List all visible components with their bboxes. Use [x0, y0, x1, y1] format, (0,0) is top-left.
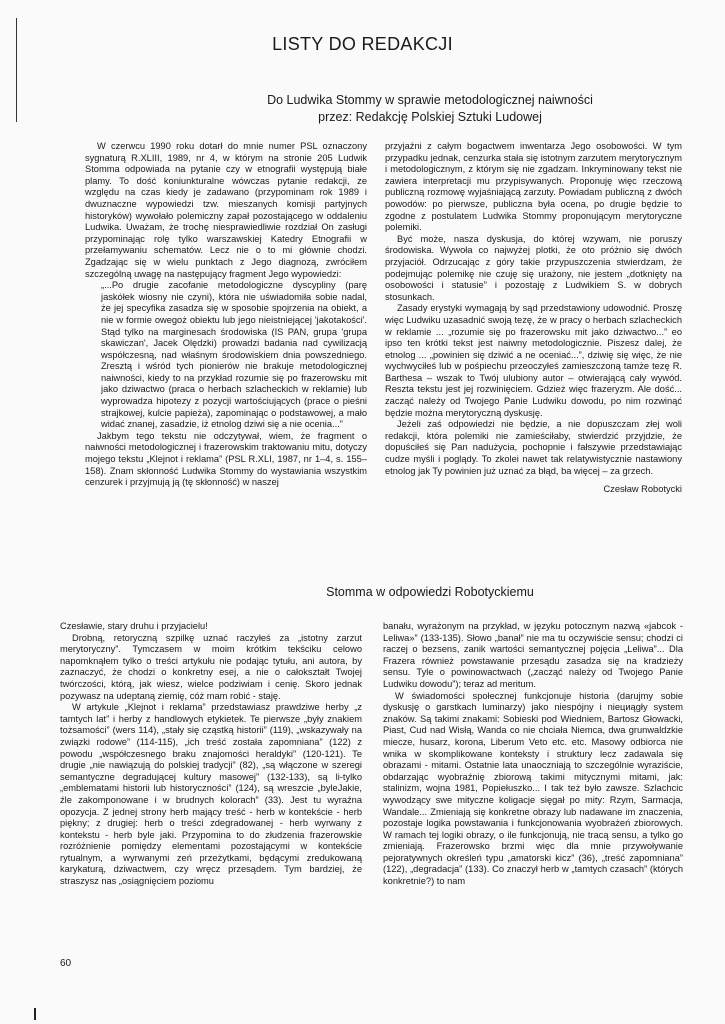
signature: Czesław Robotycki — [603, 484, 682, 495]
margin-mark — [34, 1008, 36, 1020]
paragraph: przyjaźni z całym bogactwem inwentarza Jego osobowości. W tym przypadku jednak, cenzurka stała się istotnym zarzutem merytorycznym i metodologicznym, z którym się nie zgadzam. Inkryminowany tekst nie zawiera interpretacji mu przypisywanych. Proponuję więc rzeczową publiczną rozmowę wyjaśniającą zarzuty. Powiadam publiczną z dwóch powodów: po pierwsze, publiczna była ocena, po drugie będzie to zgodne z postulatem Ludwika Stommy proponującym merytoryczne polemiki. — [385, 141, 682, 233]
letter-heading-line-2: przez: Redakcję Polskiej Sztuki Ludowej — [318, 110, 542, 124]
paragraph: Jeżeli zaś odpowiedzi nie będzie, a nie dopuszczam złej woli redakcji, która polemiki nie zamieściłaby, stwierdzić przyjdzie, że dopuściłeś się Pan nadużycia, pochopnie i fałszywie przedstawiając cudze myśli i poglądy. To zkolei nawet tak relatywistycznie nastawiony etnolog jak Ty powinien już uznać za błąd, ba więcej – za grzech. — [385, 419, 682, 476]
paragraph: W świadomości społecznej funkcjonuje historia (darujmy sobie dyskusję o garstkach luminarzy) jako niespójny i niециągły system znaków. Są takimi znakami: Sobieski pod Wiedniem, Bartosz Głowacki, Piast, Cud nad Wisłą, Wanda co nie chciała Niemca, dwa grunwaldzkie miecze, husarz, korona, Liberum Veto etc. etc. Masowy odbiorca nie wnika w skomplikowane konteksty i struktury lecz zadawala się obrazami - mitami. Ostatnie lata unaoczniają to szczególnie wyraziście, obdarzając wyobraźnię zbiorową takimi mitycznymi mitami, jak: stalinizm, wojna 1981, Popiełuszko... I tak też było zawsze. Szlachcic wywodzący swe mityczne koligacje sięgał po mity: Rzym, Sarmacja, Wandale... Zmieniają się konkretne obrazy lub nadawane im znaczenia, pozostaje logika powstawania i funkcjonowania wyobrażeń zbiorowych. W ramach tej logiki obrazy, o ile funkcjonują, nie tracą sensu, a tylko go zmieniają. Frazerowsko brzmi więc dla mnie przywoływanie pejoratywnych określeń typu „amatorski kicz” (36), „treść zapomniana” (122), „degradacja” (133). Co znaczył herb w „tamtych czasach” (których konkretnie?) to nam — [383, 690, 683, 887]
reply-heading: Stomma w odpowiedzi Robotyckiemu — [326, 585, 534, 599]
letter-heading — [150, 92, 710, 126]
paragraph: banału, wyrażonym na przykład, w języku potocznym nazwą «jabcok - Leliwa»” (133-135). Słowo „banał” nie ma tu oczywiście sensu; chodzi ci raczej o bezsens, zanik wartości semantycznej pojęcia „Leliwa”... Dla Frazera również powstawanie przesądu zasadza się na kradzieży sensu. Tyle o powinowactwach („zacząć należy od Twojego Panie Ludwiku dowodu”); teraz ad meritum. — [383, 621, 683, 689]
block-quote: „...Po drugie zacofanie metodologiczne dyscypliny (parę jaskółek wiosny nie czyni), która nie uświadomiła sobie nadal, że jej specyfika zasadza się w sposobie spojrzenia na obiekt, a nie w formie owegoż obiektu lub jego nieistniejącej 'jakotakości'. Stąd tylko na marginesach środowiska (IS PAN, grupa 'grupa skawiczan', Jacek Olędzki) prowadzi badania nad cywilizacją współczesną, nad właśnym środowiskiem dnia powszedniego. Zresztą i wśród tych pionierów nie brakuje metodologicznej naiwności, kiedy to na przykład rozumie się po frazerowsku mit jako dziwactwo (praca o herbach szlacheckich w reklamie) lub wyprowadza hipotezy z pozycji wartościujących (prace o pieśni strajkowej, kulcie papieża), zapominając o podstawowej, a mało widać znanej, zasadzie, iż etnolog dziwi się a nie ocenia...” — [101, 280, 367, 430]
paragraph: Zasady erystyki wymagają by sąd przedstawiony udowodnić. Proszę więc Ludwiku uzasadnić swoją tezę, że w pracy o herbach szlacheckich w reklamie ... „rozumie się po frazerowsku mit jako dziwactwo...” eo ipso ten krótki tekst jest naiwny metodologicznie. Piszesz dalej, że etnolog ... „powinien się dziwić a ne oceniać...”, dziwię się więc, że nie wychwyciłeś lub w pośpiechu przeoczyłeś zamieszczoną tamże tezę R. Barthesa – wszak to Twój ulubiony autor – otwierającą cały wywód. Reszta tekstu jest jej rozwinięciem. Gdzież więc frazeryzm. Ale dość... zacząć należy od Twojego Panie Ludwiku dowodu, po nim rozwinąć będzie można merytoryczną dyskusję. — [385, 303, 682, 418]
salutation: Czesławie, stary druhu i przyjacielu! — [60, 621, 208, 631]
paragraph: Jakbym tego tekstu nie odczytywał, wiem, że fragment o naiwności metodologicznej i frazerowskim traktowaniu mitu, dotyczy mojego tekstu „Klejnot i reklama” (PSL R.XLI, 1987, nr 1–4, s. 155–158). Znam skłonność Ludwika Stommy do wystawiania wszystkim cenzurek i przyjmują ją (tę skłonność) w naszej — [85, 430, 367, 488]
paragraph: Być może, nasza dyskusja, do której wzywam, nie poruszy środowiska. Wywoła co najwyżej plotki, że oto próżnio się dwóch przyjaciół. Odrzucając z góry takie przypuszczenia stwierdzam, że podejmując polemikę nie czuję się urażony, nie jestem „dotknięty na osobowości i statusie” i pozostaję z Ludwikiem S. w dobrych stosunkach. — [385, 233, 682, 302]
letter2-column-right — [383, 621, 683, 888]
paragraph: Drobną, retoryczną szpilkę uznać raczyłeś za „istotny zarzut merytoryczny”. Tymczasem w moim krótkim tekściku celowo napomknąłem tylko o treści artykułu nie podając tytułu, ani autora, by zaznaczyć, że chodzi o konkretny esej, a nie o całokształt Twojej twórczości, którą, jak wiesz, wielce podziwiam i cenię. Skoro jednak pozywasz na udeptaną ziemię, cóż mam robić - staję. — [60, 632, 362, 701]
letter1-column-right — [385, 141, 682, 496]
letter-heading-line-1: Do Ludwika Stommy w sprawie metodologicznej naiwności — [267, 93, 593, 107]
page-number: 60 — [60, 958, 72, 969]
page-title: LISTY DO REDAKCJI — [272, 34, 453, 54]
letter2-column-left — [60, 621, 362, 888]
letter1-column-left — [85, 141, 367, 489]
paragraph: W czerwcu 1990 roku dotarł do mnie numer PSL oznaczony sygnaturą R.XLIII, 1989, nr 4, w którym na stronie 205 Ludwik Stomma odpowiada na pytanie czy w etnografii występują białe plamy. To dość koniunkturalne wówczas pytanie redakcji, ze względu na czas kiedy je zadawano (przypominam rok 1989 i dwuznaczne wypowiedzi tzw. mieszanych komisji partyjnych historyków) wywołało polemiczny zapał pozostającego w oddaleniu Ludwika. Uważam, że trochę niesprawiedliwie rozdział On zasługi przypominając rolę tylko warszawskiej Katedry Etnografii w przełamywaniu schematów. Lecz nie o to mi głównie chodzi. Zgadzając się w wielu punktach z Jego diagnozą, zwróciłem szczególną uwagę na następujący fragment Jego wypowiedzi: — [85, 141, 367, 279]
paragraph: W artykule „Klejnot i reklama” przedstawiasz prawdziwe herby „z tamtych lat” i herby z handlowych etykietek. Te pierwsze „były znakiem tożsamości” (wers 114), „stały się cząstką historii” (119), „wskazywały na związki rodowe” (114-115), „ich treść została zapomniana” (122) z powodu „współczesnego braku znajomości heraldyki” (120-121). Te drugie „nie nawiązują do polskiej tradycji” (82), „są włączone w szeregi semantyczne degradującej kultury masowej” (132-133), są li-tylko „emblematami historii lub historyczności” (124), są wreszcie „byleJakie, źle zakomponowane i w brudnych kolorach” (33). Jest tu wyraźna opozycja. Z jednej strony herb mający treść - herb w kontekście - herb piękny; z drugiej: herb o treści zdegradowanej - herb wyrwany z kontekstu - herb byle jaki. Przypomina to do złudzenia frazerowskie rozróżnienie pomiędzy elementami pozostającymi w kontekście rytualnym, a wyrwanymi zeń przeżytkami, będącymi zredukowaną karykaturą, dziwactwem, czy wręcz przesądem. Tym bardziej, że straszysz nas „osiągnięciem poziomu — [60, 702, 362, 887]
